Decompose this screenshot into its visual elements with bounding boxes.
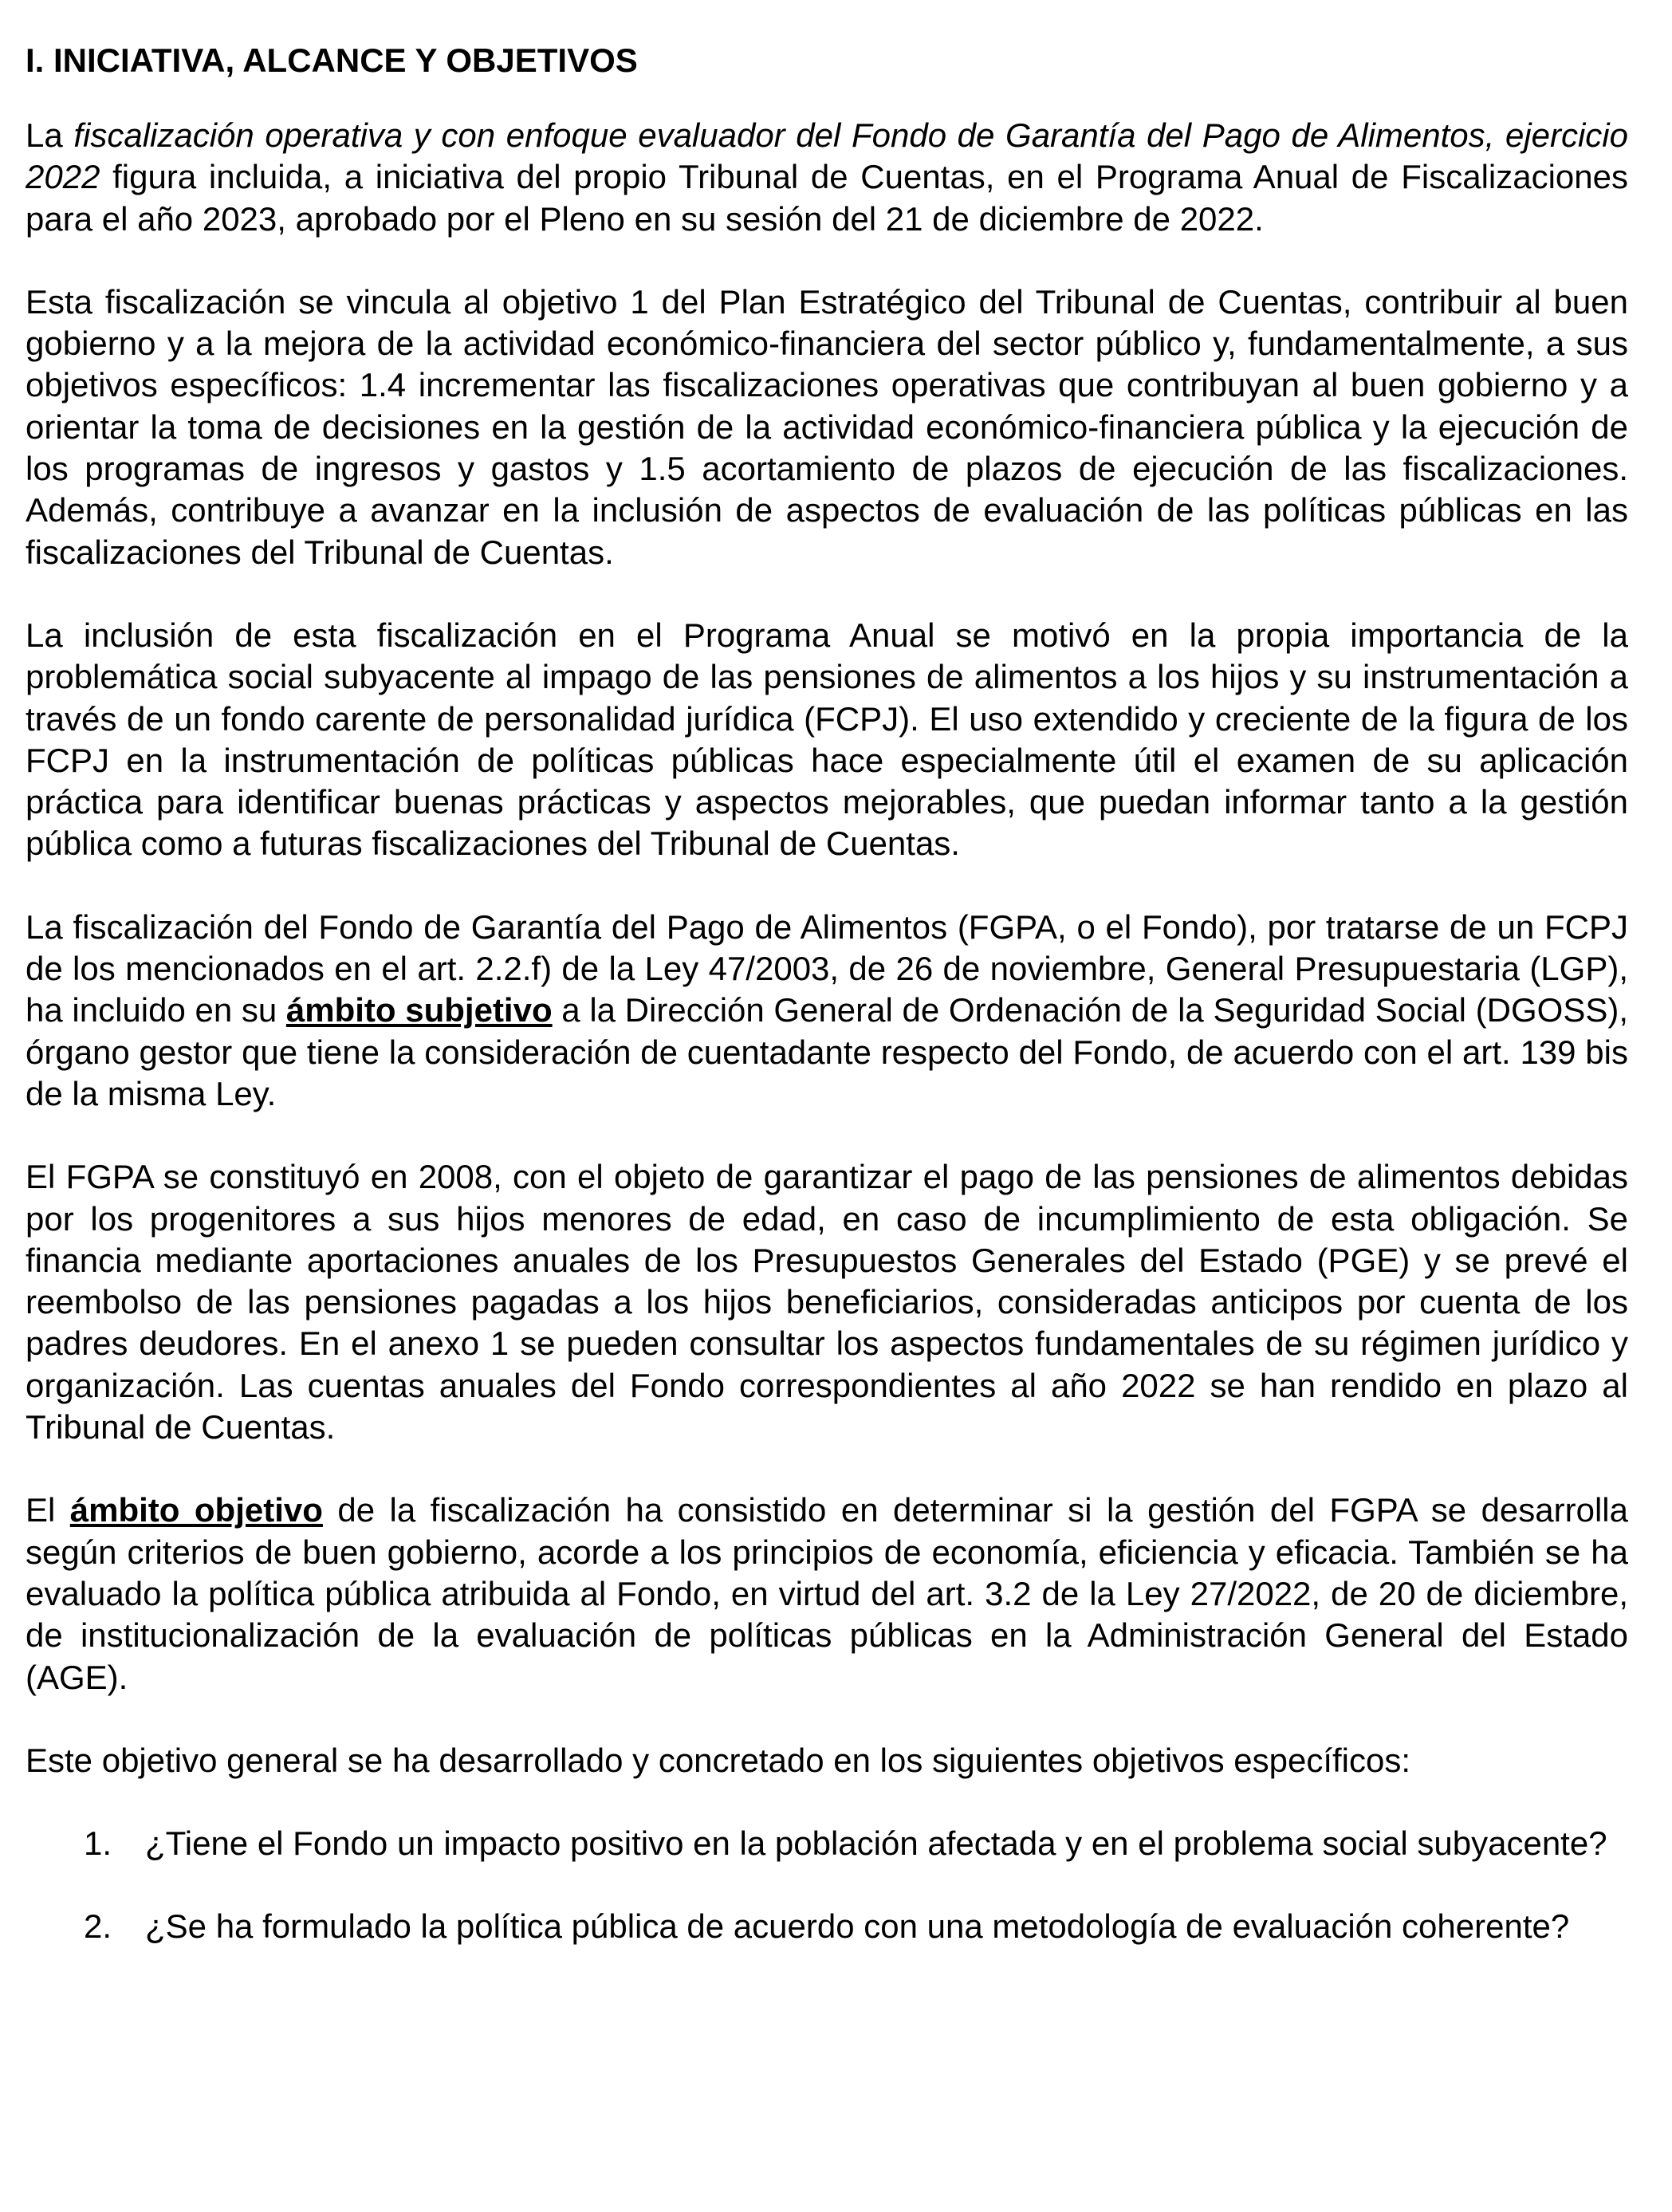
paragraph-fund-description: El FGPA se constituyó en 2008, con el objeto de garantizar el pago de las pensiones de alimentos debidas por los progenitores a sus hijos menores de edad, en caso de incumplimiento de esta obligación. Se financia mediante aportaciones anuales de los Presupuestos Generales del Estado (PGE) y se prevé el reembolso de las pensiones pagadas a los hijos beneficiarios, consideradas anticipos por cuenta de los padres deudores. En el anexo 1 se pueden consultar los aspectos fundamentales de su régimen jurídico y organización. Las cuentas anuales del Fondo correspondientes al año 2022 se han rendido en plazo al Tribunal de Cuentas.: [26, 1158, 1628, 1446]
subjective-scope-keyword: ámbito subjetivo: [285, 991, 553, 1029]
paragraph-initiative-rest: figura incluida, a iniciativa del propio Tribunal de Cuentas, en el Programa Anual de Fiscalizaciones para el año 2023, aprobado por el Pleno en su sesión del 21 de diciembre de 2022.: [26, 158, 1628, 238]
list-item-number: 2.: [84, 1907, 112, 1946]
audit-title-italic: fiscalización operativa y con enfoque evaluador del Fondo de Garantía del Pago de Alimentos, ejercicio 2022: [26, 116, 1628, 196]
document-page: [26, 40, 1628, 1990]
list-item: [26, 1906, 1628, 1947]
paragraph-motivation: La inclusión de esta fiscalización en el Programa Anual se motivó en la propia importancia de la problemática social subyacente al impago de las pensiones de alimentos a los hijos y su instrumentación a través de un fondo carente de personalidad jurídica (FCPJ). El uso extendido y creciente de la figura de los FCPJ en la instrumentación de políticas públicas hace especialmente útil el examen de su aplicación práctica para identificar buenas prácticas y aspectos mejorables, que puedan informar tanto a la gestión pública como a futuras fiscalizaciones del Tribunal de Cuentas.: [26, 616, 1628, 863]
list-item: [26, 1823, 1628, 1864]
paragraph-objective-scope: [26, 1490, 1628, 1698]
list-item-number: 1.: [84, 1824, 112, 1863]
section-heading: I. INICIATIVA, ALCANCE Y OBJETIVOS: [26, 41, 638, 79]
list-item-text: ¿Tiene el Fondo un impacto positivo en la población afectada y en el problema social subyacente?: [145, 1824, 1607, 1863]
paragraph-initiative-lead: La: [26, 116, 74, 154]
objective-scope-keyword: ámbito objetivo: [69, 1491, 323, 1529]
paragraph-objectives-intro: Este objetivo general se ha desarrollado y concretado en los siguientes objetivos específicos:: [26, 1741, 1411, 1779]
list-item-text: ¿Se ha formulado la política pública de acuerdo con una metodología de evaluación coherente?: [145, 1907, 1570, 1946]
paragraph-strategic-plan: Esta fiscalización se vincula al objetivo 1 del Plan Estratégico del Tribunal de Cuentas, contribuir al buen gobierno y a la mejora de la actividad económico-financiera del sector público y, fundamentalmente, a sus objetivos específicos: 1.4 incrementar las fiscalizaciones operativas que contribuyan al buen gobierno y a orientar la toma de decisiones en la gestión de la actividad económico-financiera pública y la ejecución de los programas de ingresos y gastos y 1.5 acortamiento de plazos de ejecución de las fiscalizaciones. Además, contribuye a avanzar en la inclusión de aspectos de evaluación de las políticas públicas en las fiscalizaciones del Tribunal de Cuentas.: [26, 282, 1628, 571]
paragraph-subjective-scope-rest: a la Dirección General de Ordenación de la Seguridad Social (DGOSS), órgano gestor que tiene la consideración de cuentadante respecto del Fondo, de acuerdo con el art. 139 bis de la misma Ley.: [26, 991, 1628, 1112]
specific-objectives-list: [26, 1823, 1628, 1948]
paragraph-subjective-scope-lead: La fiscalización del Fondo de Garantía del Pago de Alimentos (FGPA, o el Fondo), por tratarse de un FCPJ de los mencionados en el art. 2.2.f) de la Ley 47/2003, de 26 de noviembre, General Presupuestaria (LGP), ha incluido en su: [26, 907, 1628, 1029]
paragraph-objective-scope-rest: de la fiscalización ha consistido en determinar si la gestión del FGPA se desarrolla según criterios de buen gobierno, acorde a los principios de economía, eficiencia y eficacia. También se ha evaluado la política pública atribuida al Fondo, en virtud del art. 3.2 de la Ley 27/2022, de 20 de diciembre, de institucionalización de la evaluación de políticas públicas en la Administración General del Estado (AGE).: [26, 1491, 1628, 1696]
paragraph-subjective-scope: [26, 907, 1628, 1115]
paragraph-objective-scope-lead: El: [26, 1491, 70, 1529]
paragraph-initiative: [26, 115, 1628, 240]
